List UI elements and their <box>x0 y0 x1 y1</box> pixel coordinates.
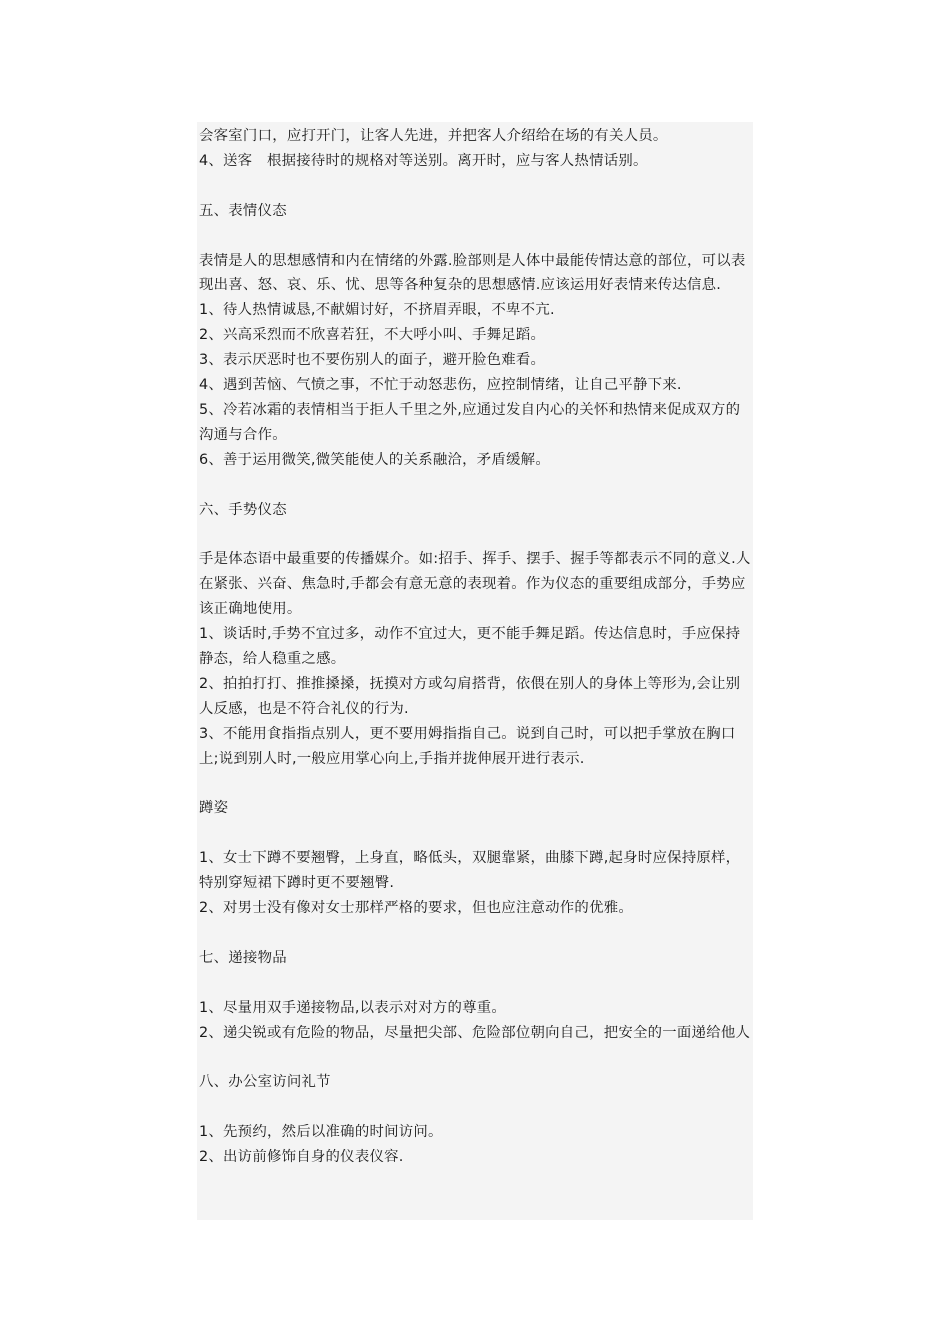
list-item: 3、不能用食指指点别人，更不要用姆指指自己。说到自己时，可以把手掌放在胸口上;说到别人时,一般应用掌心向上,手指并拢伸展开进行表示. <box>199 725 736 767</box>
spacer <box>199 174 751 199</box>
list-item: 6、善于运用微笑,微笑能使人的关系融洽，矛盾缓解。 <box>199 451 550 468</box>
list-item: 4、遇到苦恼、气愤之事，不忙于动怒悲伤，应控制情绪，让自己平静下来. <box>199 377 682 394</box>
paragraph: 会客室门口，应打开门，让客人先进，并把客人介绍给在场的有关人员。 <box>199 128 668 144</box>
list-item: 2、对男士没有像对女士那样严格的要求，但也应注意动作的优雅。 <box>199 900 633 916</box>
spacer <box>199 772 751 797</box>
spacer <box>199 921 751 946</box>
spacer <box>199 971 751 996</box>
spacer <box>199 473 751 498</box>
document-body <box>199 124 751 1170</box>
spacer <box>199 1095 751 1120</box>
list-item: 1、尽量用双手递接物品,以表示对对方的尊重。 <box>199 999 507 1016</box>
list-item: 2、出访前修饰自身的仪表仪容. <box>199 1149 404 1165</box>
list-item: 2、拍拍打打、推推搡搡，抚摸对方或勾肩搭背，依偎在别人的身体上等形为,会让别人反感，也是不符合礼仪的行为. <box>199 675 741 717</box>
list-item: 3、表示厌恶时也不要伤别人的面子，避开脸色难看。 <box>199 352 546 369</box>
list-item: 1、待人热情诚恳,不献媚讨好，不挤眉弄眼，不卑不亢. <box>199 302 555 319</box>
spacer <box>199 522 751 547</box>
spacer <box>199 1045 751 1070</box>
spacer <box>199 821 751 846</box>
paragraph: 手是体态语中最重要的传播媒介。如:招手、挥手、摆手、握手等都表示不同的意义.人在紧张、兴奋、焦急时,手都会有意无意的表现着。作为仪态的重要组成部分，手势应该正确地使用。 <box>199 551 751 618</box>
section-heading: 八、办公室访问礼节 <box>199 1074 331 1091</box>
list-item: 1、先预约，然后以准确的时间访问。 <box>199 1124 443 1141</box>
section-heading: 六、手势仪态 <box>199 501 287 518</box>
list-item: 1、谈话时,手势不宜过多，动作不宜过大，更不能手舞足蹈。传达信息时，手应保持静态，给人稳重之感。 <box>199 626 741 667</box>
section-heading: 蹲姿 <box>199 800 229 817</box>
paragraph: 4、送客 根据接待时的规格对等送别。离开时，应与客人热情话别。 <box>199 152 648 169</box>
paragraph: 表情是人的思想感情和内在情绪的外露.脸部则是人体中最能传情达意的部位，可以表现出喜、怒、哀、乐、忧、思等各种复杂的思想感情.应该运用好表情来传达信息. <box>199 252 746 294</box>
list-item: 5、冷若冰霜的表情相当于拒人千里之外,应通过发自内心的关怀和热情来促成双方的沟通与合作。 <box>199 401 741 443</box>
list-item: 1、女士下蹲不要翘臀，上身直，略低头，双腿靠紧，曲膝下蹲,起身时应保持原样，特别穿短裙下蹲时更不要翘臀. <box>199 850 741 892</box>
section-heading: 五、表情仪态 <box>199 202 287 219</box>
spacer <box>199 224 751 249</box>
list-item: 2、递尖锐或有危险的物品，尽量把尖部、危险部位朝向自己，把安全的一面递给他人 <box>199 1024 751 1041</box>
list-item: 2、兴高采烈而不欣喜若狂，不大呼小叫、手舞足蹈。 <box>199 327 546 344</box>
section-heading: 七、递接物品 <box>199 949 287 966</box>
